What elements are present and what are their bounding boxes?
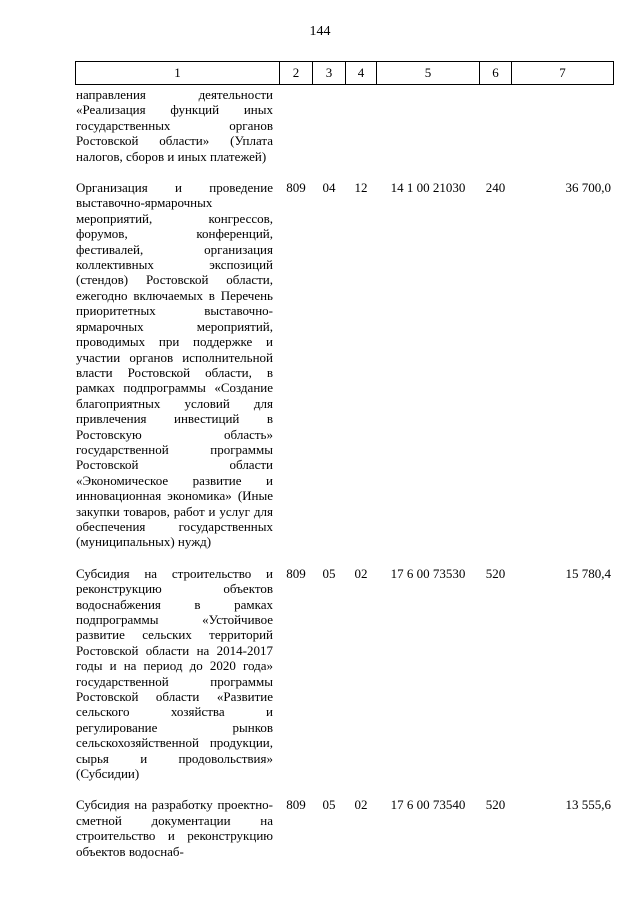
row-section-code: 04 bbox=[322, 180, 336, 196]
row-target-article: 17 6 00 73540 bbox=[390, 797, 466, 813]
budget-table bbox=[75, 61, 614, 875]
header-col-2: 2 bbox=[280, 62, 313, 85]
row-subsection-code bbox=[346, 85, 377, 181]
header-col-5: 5 bbox=[377, 62, 480, 85]
row-section-code bbox=[313, 85, 346, 181]
row-description: Организация и проведение выставочно-ярмарочных мероприятий, конгрессов, форумов, конференций, фестивалей, организация коллективных экспозиций (стендов) Ростовской области, ежегодно включаемых в Перечень приоритетных выставочно-ярмарочных мероприятий, проводимых при поддержке и участии органов исполнительной власти Ростовской области, в рамках подпрограммы «Создание благоприятных условий для привлечения инвестиций в Ростовскую область» государственной программы Ростовской области «Экономическое развитие и инновационная экономика» (Иные закупки товаров, работ и услуг для обеспечения государственных (муниципальных) нужд) bbox=[76, 180, 273, 550]
header-col-3: 3 bbox=[313, 62, 346, 85]
row-ministry-code: 809 bbox=[286, 565, 306, 581]
row-expense-type: 240 bbox=[485, 180, 506, 196]
table-row bbox=[76, 566, 614, 798]
row-subsection-code: 12 bbox=[354, 180, 368, 196]
page-number: 144 bbox=[309, 24, 331, 39]
row-target-article bbox=[377, 85, 480, 181]
row-target-article: 14 1 00 21030 bbox=[390, 180, 466, 196]
row-ministry-code: 809 bbox=[286, 797, 306, 813]
row-target-article: 17 6 00 73530 bbox=[390, 565, 466, 581]
row-amount: 36 700,0 bbox=[565, 180, 611, 196]
row-expense-type bbox=[480, 85, 512, 181]
row-description: Субсидия на разработку проектно-сметной документации на строительство и реконструкцию объектов водоснаб- bbox=[76, 797, 273, 859]
row-section-code: 05 bbox=[322, 797, 336, 813]
header-col-7: 7 bbox=[512, 62, 614, 85]
row-amount bbox=[512, 85, 614, 181]
row-subsection-code: 02 bbox=[354, 797, 368, 813]
header-row bbox=[76, 62, 614, 85]
row-expense-type: 520 bbox=[485, 565, 506, 581]
row-subsection-code: 02 bbox=[354, 565, 368, 581]
header-col-4: 4 bbox=[346, 62, 377, 85]
row-description: направления деятельности «Реализация функций иных государственных органов Ростовской области» (Уплата налогов, сборов и иных платежей) bbox=[76, 87, 273, 164]
row-ministry-code bbox=[280, 85, 313, 181]
row-amount: 15 780,4 bbox=[565, 565, 611, 581]
row-section-code: 05 bbox=[322, 565, 336, 581]
row-amount: 13 555,6 bbox=[565, 797, 611, 813]
header-col-6: 6 bbox=[480, 62, 512, 85]
table-row bbox=[76, 85, 614, 181]
row-description: Субсидия на строительство и реконструкцию объектов водоснабжения в рамках подпрограммы «Устойчивое развитие сельских территорий Ростовской области на 2014-2017 годы и на период до 2020 года» государственной программы Ростовской области «Развитие сельского хозяйства и регулирование рынков сельскохозяйственной продукции, сырья и продовольствия» (Субсидии) bbox=[76, 565, 273, 782]
table-row bbox=[76, 180, 614, 566]
table-row bbox=[76, 797, 614, 875]
header-col-1: 1 bbox=[76, 62, 280, 85]
row-expense-type: 520 bbox=[485, 797, 506, 813]
row-ministry-code: 809 bbox=[286, 180, 306, 196]
